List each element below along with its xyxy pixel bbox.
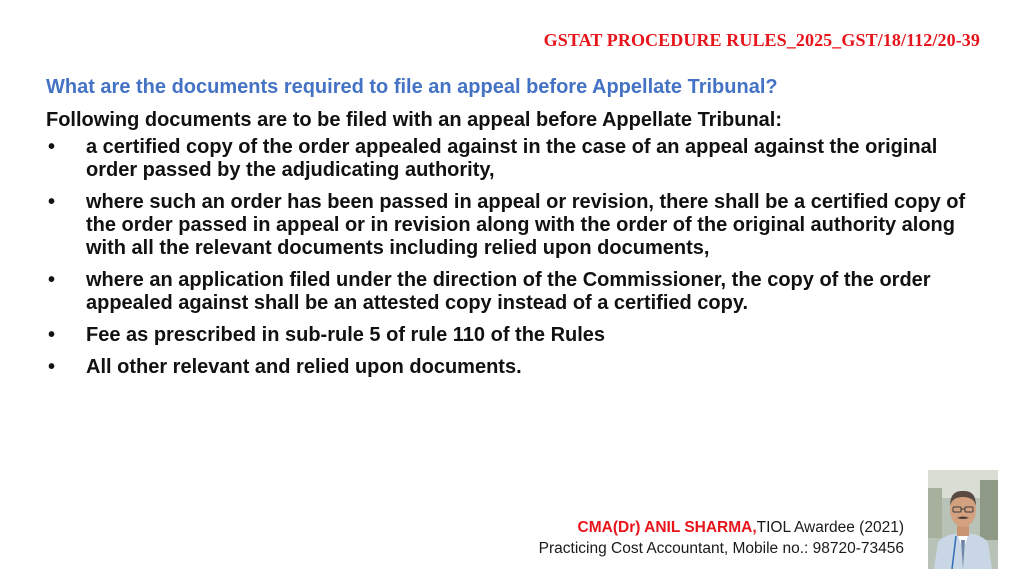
bullet-icon: • [48, 356, 56, 378]
author-line [539, 517, 904, 538]
list-item [46, 191, 986, 260]
list-item-text: All other relevant and relied upon documents. [86, 356, 522, 378]
list-item-text: where an application filed under the direction of the Commissioner, the copy of the order appealed against shall be an attested copy instead of a certified copy. [86, 269, 931, 314]
bullet-icon: • [48, 324, 56, 346]
presenter-photo-graphic [928, 470, 998, 569]
documents-list [46, 136, 986, 379]
list-item-text: Fee as prescribed in sub-rule 5 of rule 110 of the Rules [86, 324, 606, 346]
bullet-icon: • [48, 136, 56, 158]
list-item [46, 136, 986, 182]
list-item [46, 356, 986, 379]
question-heading: What are the documents required to file an appeal before Appellate Tribunal? [46, 76, 778, 98]
intro-text: Following documents are to be filed with an appeal before Appellate Tribunal: [46, 109, 783, 131]
bullet-icon: • [48, 269, 56, 291]
presenter-photo-icon [928, 470, 998, 569]
list-item [46, 269, 986, 315]
list-item [46, 324, 986, 347]
list-item-text: a certified copy of the order appealed against in the case of an appeal against the original order passed by the adjudicating authority, [86, 136, 938, 181]
bullet-icon: • [48, 191, 56, 213]
author-credit [539, 517, 904, 559]
author-award: TIOL Awardee (2021) [756, 519, 904, 536]
slide-content [46, 73, 986, 388]
list-item-text: where such an order has been passed in appeal or revision, there shall be a certified copy of the order passed in appeal or in revision along with the order of the original authority along with all the relevant documents including relied upon documents, [86, 191, 966, 259]
slide-header-title: GSTAT PROCEDURE RULES_2025_GST/18/112/20-39 [543, 30, 980, 50]
author-name: CMA(Dr) ANIL SHARMA, [577, 519, 757, 536]
author-subtitle: Practicing Cost Accountant, Mobile no.: 98720-73456 [538, 540, 904, 557]
